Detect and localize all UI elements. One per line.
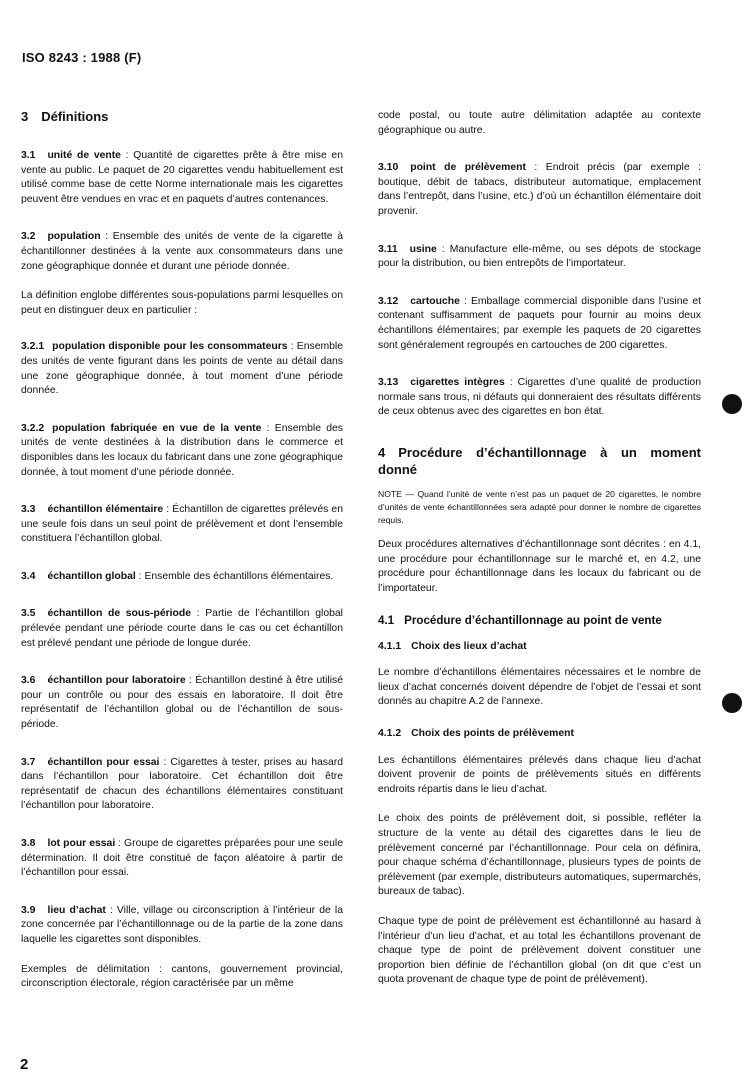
definition-text: : Emballage commercial disponible dans l’usine et contenant suffisamment de paquets pour fournir au moins deux échantillons élémentaires; par exemple les paquets de 20 cigarettes sont généralement regroupés en cartouches de 200 cigarettes. (378, 295, 701, 351)
definition-3-13 (378, 376, 701, 420)
definition-number: 3.6 (21, 675, 36, 687)
definition-3-11 (378, 243, 701, 272)
definition-term: point de prélèvement (410, 162, 526, 174)
definition-text: : Manufacture elle-même, ou ses dépots de stockage pour la distribution, ou bien entrepôts de l’importateur. (378, 243, 701, 270)
definition-text: : Échantillon de cigarettes prélevés en une seule fois dans un seul point de prélèvement et dont l’ensemble constituera l’échantillon global. (21, 504, 343, 545)
definition-term: échantillon de sous-période (47, 608, 192, 620)
section-number: 3 (21, 109, 29, 124)
definition-number: 3.1 (21, 150, 36, 161)
definition-3-3 (21, 503, 343, 547)
section-title: Procédure d’échantillonnage au point de vente (404, 613, 662, 627)
page-number: 2 (20, 1056, 29, 1073)
definition-term: population (47, 231, 101, 243)
definition-number: 3.7 (21, 756, 36, 768)
note: NOTE — Quand l’unité de vente n’est pas un paquet de 20 cigarettes, le nombre d’unités de vente échantillonnées sera adapté pour donner le nombre de cigarettes requis. (378, 488, 701, 525)
definition-number: 3.4 (21, 570, 36, 582)
definition-3-4 (21, 570, 343, 585)
definition-term: lieu d’achat (47, 904, 106, 916)
definition-3-2-paragraph: La définition englobe différentes sous-populations parmi lesquelles on peut en distinguer deux en particulier : (21, 290, 343, 316)
definition-term: échantillon global (47, 570, 136, 582)
definition-3-7 (21, 756, 343, 814)
definition-3-6 (21, 674, 343, 732)
definition-term: échantillon élémentaire (47, 504, 164, 516)
definition-text: : Groupe de cigarettes préparées pour une seule détermination. Il doit être constitué de façon aléatoire à partir de l’échantillon pour essai. (21, 838, 343, 879)
definition-3-2 (21, 230, 343, 274)
definition-text: : Endroit précis (par exemple : boutique, débit de tabacs, distributeur automatique, emplacement dans l’entrepôt, dans l’usine, etc.) d’où un échantillon élémentaire doit provenir. (378, 162, 701, 217)
definition-text: : Cigarettes d’une qualité de production normale sans trous, ni défauts qui donneraient des résultats différents de ceux obtenus avec des cigarettes en bon état. (378, 377, 701, 418)
definition-text: : Ensemble des unités de vente figurant dans les points de vente au détail dans une zone géographique donnée, à tout moment d’une période donnée. (21, 341, 343, 397)
definition-term: échantillon pour essai (47, 756, 160, 768)
section-4-1-1-paragraph: Le nombre d’échantillons élémentaires nécessaires et le nombre de lieux d’achat concernés doivent dépendre de l’objet de l’essai et sont donnés au chapitre A.2 de l’annexe. (378, 667, 701, 708)
definition-term: cartouche (410, 295, 460, 307)
definition-3-12 (378, 295, 701, 353)
section-4-heading (378, 444, 701, 478)
definition-number: 3.2.2 (21, 422, 45, 434)
section-4-1-1-heading (378, 640, 701, 655)
definition-3-9-continuation: code postal, ou toute autre délimitation adaptée au contexte géographique ou autre. (378, 110, 701, 136)
definition-term: cigarettes intègres (410, 377, 505, 389)
section-number: 4.1.2 (378, 728, 402, 740)
section-3-heading (21, 108, 343, 125)
section-title: Choix des points de prélèvement (411, 728, 574, 740)
section-4-1-heading (378, 613, 701, 628)
section-title: Définitions (41, 109, 109, 124)
definition-number: 3.2.1 (21, 341, 45, 353)
definition-text: : Ensemble des unités de vente de la cigarette à échantillonner destinées à la vente aux consommateurs dans une zone géographique donnée et durant une période donnée. (21, 231, 343, 272)
definition-term: échantillon pour laboratoire (47, 675, 186, 687)
definition-text: : Ville, village ou circonscription à l’intérieur de la zone concernée par l’échantillonnage ou de la partie de la zone dans laquelle les cigarettes sont disponibles. (21, 904, 343, 945)
definition-3-5 (21, 607, 343, 651)
definition-3-8 (21, 837, 343, 881)
definition-number: 3.5 (21, 608, 36, 620)
section-number: 4.1 (378, 613, 395, 627)
margin-bullet-icon (722, 394, 742, 414)
definition-number: 3.2 (21, 231, 36, 243)
section-4-1-2-paragraph-3: Chaque type de point de prélèvement est échantillonné au hasard à l’intérieur d’un lieu d’achat, et au total les échantillons provenant de chaque type de point de prélèvement doivent constituer une proportion bien définie de l’échantillon global (on dit que c’est un quota provenant de chaque type de point de prélèvement). (378, 915, 701, 986)
definition-text: : Partie de l’échantillon global prélevée pendant une période courte dans le cas ou cet échantillon est prélevé pendant une période de longue durée. (21, 608, 343, 649)
definition-text: : Ensemble des unités de vente destinées à la distribution dans le commerce et disponibles dans les locaux du fabricant dans une zone géographique donnée, à tout moment d’une période donnée. (21, 422, 343, 478)
section-number: 4.1.1 (378, 640, 402, 652)
definition-term: usine (409, 243, 437, 255)
definition-term: lot pour essai (47, 838, 116, 849)
definition-number: 3.9 (21, 904, 36, 916)
definition-text: : Cigarettes à tester, prises au hasard dans l’échantillon pour laboratoire. Cet échantillon doit être représentatif de chacun des échantillons élémentaires constituant l’échantillon pour laboratoire. (21, 756, 343, 812)
section-4-1-2-heading (378, 727, 701, 742)
definition-number: 3.8 (21, 838, 36, 849)
definition-3-10 (378, 161, 701, 219)
definition-term: population disponible pour les consommateurs (52, 341, 288, 353)
definition-3-2-2 (21, 422, 343, 480)
definition-text: : Échantillon destiné à être utilisé pour un contrôle ou pour des essais en laboratoire. Il doit être représentatif de l’échantillon global ou de l’échantillon de sous-période. (21, 675, 344, 731)
section-title: Choix des lieux d’achat (411, 640, 527, 652)
definition-number: 3.3 (21, 504, 36, 516)
definition-3-9-paragraph: Exemples de délimitation : cantons, gouvernement provincial, circonscription électorale, région caractérisée par un même (21, 963, 343, 990)
margin-bullet-icon (722, 693, 742, 713)
section-title: Procédure d’échantillonnage à un moment donné (378, 444, 701, 477)
document-id: ISO 8243 : 1988 (F) (22, 50, 142, 65)
definition-number: 3.10 (378, 162, 399, 174)
definition-text: : Ensemble des échantillons élémentaires. (135, 570, 334, 582)
section-number: 4 (378, 444, 386, 460)
definition-number: 3.13 (378, 377, 399, 389)
definition-term: population fabriquée en vue de la vente (52, 422, 262, 434)
section-4-paragraph: Deux procédures alternatives d’échantillonnage sont décrites : en 4.1, une procédure pour échantillonnage sur le marché et, en 4.2, une procédure pour échantillonnage dans les locaux du fabricant ou de l’importateur. (378, 539, 701, 595)
section-4-1-2-paragraph-1: Les échantillons élémentaires prélevés dans chaque lieu d’achat doivent provenir de points de prélèvements situés en différents endroits répartis dans le lieu d’achat. (378, 754, 701, 795)
section-4-1-2-paragraph-2: Le choix des points de prélèvement doit, si possible, refléter la structure de la vente au détail des cigarettes dans le lieu de prélèvement concerné par l’échantillonnage. Pour cela on définira, pour chaque schéma d’échantillonnage, plusieurs types de points de prélèvement (par exemple, distributeurs automatiques, supermarchés, bureaux de tabac). (378, 813, 701, 898)
definition-text: : Quantité de cigarettes prête à être mise en vente au public. Le paquet de 20 cigarettes vendu habituellement est utilisé comme base de cette Norme internationale mais les cigarettes peuvent être vendues en vrac et en paquets d’autres contenances. (21, 150, 343, 205)
definition-3-9 (21, 904, 343, 948)
definition-term: unité de vente (47, 150, 121, 161)
definition-number: 3.11 (378, 243, 398, 255)
definition-3-2-1 (21, 340, 343, 398)
left-column (21, 108, 343, 992)
definition-3-1 (21, 149, 343, 207)
right-column (378, 109, 701, 988)
definition-number: 3.12 (378, 295, 399, 307)
